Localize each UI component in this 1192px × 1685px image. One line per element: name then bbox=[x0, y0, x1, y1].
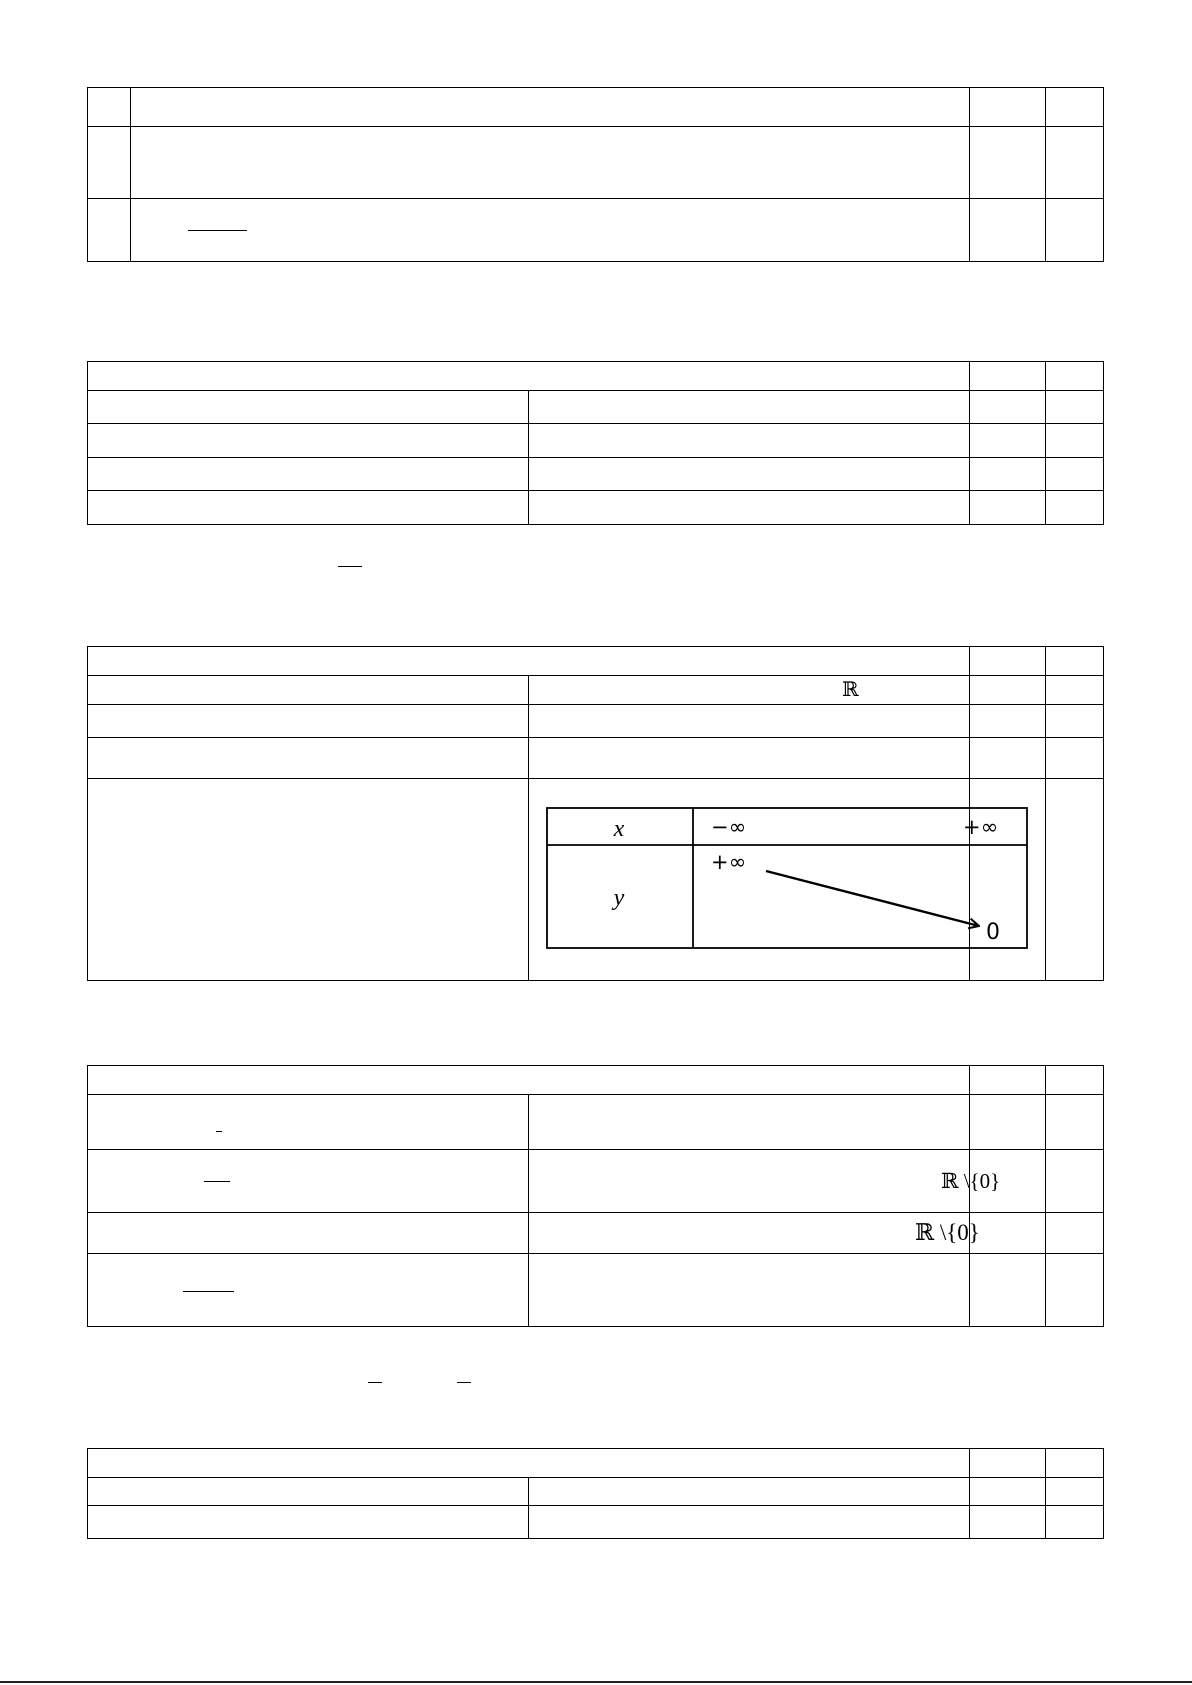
variation-x-end: +∞ bbox=[963, 815, 999, 839]
table-cell bbox=[1046, 1506, 1104, 1539]
table-cell bbox=[529, 1095, 970, 1150]
table-cell bbox=[88, 779, 529, 981]
table-cell bbox=[88, 1506, 529, 1539]
table-cell bbox=[970, 1449, 1046, 1478]
fraction-bar bbox=[204, 1181, 230, 1182]
table-cell bbox=[529, 424, 970, 458]
table-cell bbox=[529, 391, 970, 424]
answer-table-5 bbox=[87, 1448, 1104, 1539]
table-cell bbox=[88, 391, 529, 424]
table-cell bbox=[970, 647, 1046, 676]
table-cell bbox=[1046, 1213, 1104, 1254]
table-cell bbox=[529, 738, 970, 779]
table-cell bbox=[88, 424, 529, 458]
fraction-bar bbox=[368, 1382, 382, 1383]
table-cell bbox=[88, 88, 131, 127]
table-cell bbox=[1046, 199, 1104, 262]
table-cell bbox=[529, 1506, 970, 1539]
table-cell bbox=[529, 1213, 980, 1254]
table-cell bbox=[1046, 705, 1104, 738]
table-cell bbox=[529, 458, 970, 491]
variation-y-end: 0 bbox=[986, 920, 1000, 945]
table-cell bbox=[1046, 738, 1104, 779]
table-cell bbox=[88, 676, 529, 705]
real-numbers-symbol: ℝ bbox=[842, 679, 859, 701]
table-cell bbox=[1046, 458, 1104, 491]
table-cell bbox=[1046, 1066, 1104, 1095]
table-cell bbox=[88, 705, 529, 738]
table-cell bbox=[88, 1150, 529, 1213]
table-cell bbox=[88, 1213, 529, 1254]
table-cell bbox=[1046, 362, 1104, 391]
table-cell bbox=[970, 1478, 1046, 1506]
table-cell bbox=[1046, 1478, 1104, 1506]
table-cell bbox=[970, 705, 1046, 738]
answer-table-4 bbox=[87, 1065, 1104, 1327]
table-cell bbox=[1046, 676, 1104, 705]
table-cell bbox=[529, 676, 970, 705]
table-cell bbox=[970, 391, 1046, 424]
table-cell bbox=[529, 1254, 970, 1327]
table-cell bbox=[1046, 647, 1104, 676]
answer-table-1 bbox=[87, 87, 1104, 262]
table-cell bbox=[1046, 779, 1104, 981]
table-cell bbox=[131, 88, 970, 127]
variation-y-start: +∞ bbox=[711, 850, 747, 874]
table-cell bbox=[88, 1254, 529, 1327]
table-cell bbox=[529, 491, 970, 525]
table-cell bbox=[970, 491, 1046, 525]
variation-row-y: y bbox=[613, 885, 625, 911]
fraction-bar bbox=[188, 230, 247, 231]
table-cell bbox=[1046, 88, 1104, 127]
table-cell bbox=[131, 199, 970, 262]
table-cell bbox=[529, 779, 1000, 981]
table-cell bbox=[1046, 391, 1104, 424]
variation-header-x: x bbox=[613, 816, 625, 842]
table-cell bbox=[88, 491, 529, 525]
decreasing-arrow bbox=[766, 871, 979, 926]
answer-table-2 bbox=[87, 361, 1104, 525]
fraction-bar bbox=[216, 1131, 222, 1132]
table-cell bbox=[970, 1254, 1046, 1327]
table-cell bbox=[970, 127, 1046, 199]
table-cell bbox=[970, 1066, 1046, 1095]
table-cell bbox=[1046, 1254, 1104, 1327]
table-cell bbox=[88, 1095, 529, 1150]
table-cell bbox=[1046, 1150, 1104, 1213]
table-cell bbox=[88, 199, 131, 262]
answer-table-3 bbox=[87, 646, 1104, 981]
fraction-bar bbox=[183, 1291, 234, 1292]
table-header-cell bbox=[88, 362, 970, 391]
table-cell bbox=[970, 1095, 1046, 1150]
table-cell bbox=[970, 676, 1046, 705]
table-cell bbox=[970, 738, 1046, 779]
table-header-cell bbox=[88, 1066, 970, 1095]
page-bottom-rule bbox=[0, 1681, 1192, 1683]
table-cell bbox=[1046, 1095, 1104, 1150]
table-cell bbox=[970, 458, 1046, 491]
domain-set-expression: ℝ \{0} bbox=[915, 1220, 980, 1245]
table-cell bbox=[529, 705, 970, 738]
table-header-cell bbox=[88, 647, 970, 676]
table-cell bbox=[1046, 127, 1104, 199]
table-cell bbox=[970, 1213, 1046, 1254]
table-header-cell bbox=[88, 1449, 970, 1478]
table-cell bbox=[1046, 1449, 1104, 1478]
variation-x-start: −∞ bbox=[711, 815, 747, 839]
table-cell bbox=[970, 362, 1046, 391]
fraction-bar bbox=[338, 566, 362, 567]
domain-set-expression: ℝ \{0} bbox=[941, 1169, 1001, 1193]
table-cell bbox=[88, 458, 529, 491]
table-cell bbox=[529, 1478, 970, 1506]
table-cell bbox=[970, 424, 1046, 458]
table-cell bbox=[88, 127, 131, 199]
table-cell bbox=[970, 1506, 1046, 1539]
table-cell bbox=[88, 1478, 529, 1506]
variation-table bbox=[546, 807, 1036, 957]
table-cell bbox=[131, 127, 970, 199]
table-cell bbox=[529, 1150, 1001, 1213]
table-cell bbox=[970, 199, 1046, 262]
table-cell bbox=[1046, 491, 1104, 525]
table-cell bbox=[1046, 424, 1104, 458]
table-cell bbox=[88, 738, 529, 779]
table-cell bbox=[970, 88, 1046, 127]
fraction-bar bbox=[457, 1382, 471, 1383]
